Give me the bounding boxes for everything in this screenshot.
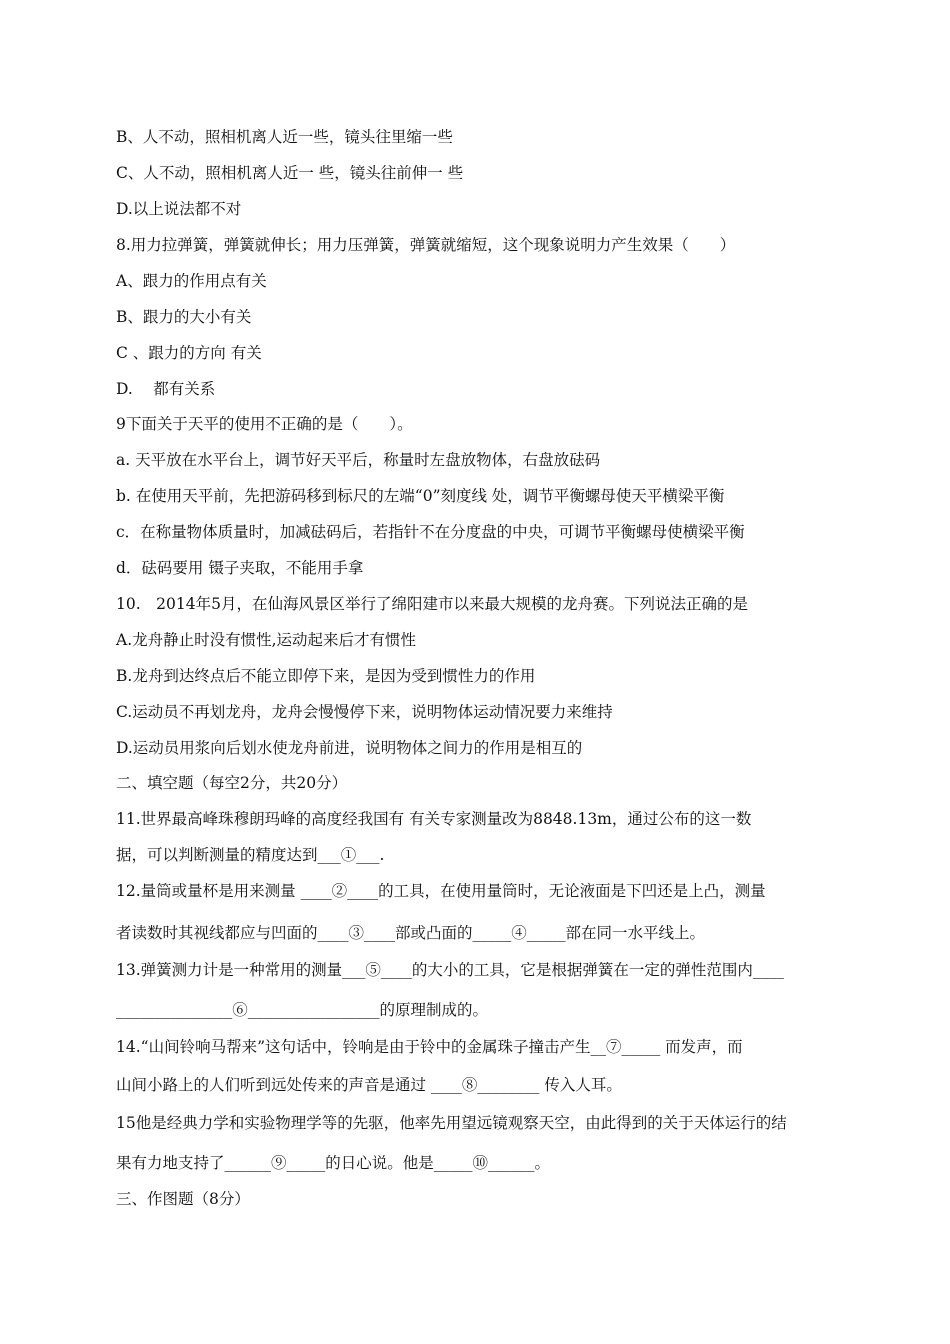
question-14-line1: 14.“山间铃响马帮来”这句话中，铃响是由于铃中的金属珠子撞击产生__⑦_____ 而发声，而 xyxy=(116,1038,743,1056)
section-3-heading: 三、作图题（8分） xyxy=(116,1190,250,1208)
question-10: 10. 2014年5月，在仙海风景区举行了绵阳建市以来最大规模的龙舟赛。下列说法正确的是 xyxy=(116,595,748,613)
question-13-line1: 13.弹簧测力计是一种常用的测量___⑤____的大小的工具，它是根据弹簧在一定的弹性范围内____ xyxy=(116,961,784,979)
option-8d: D. 都有关系 xyxy=(116,380,216,398)
option-10d: D.运动员用浆向后划水使龙舟前进，说明物体之间力的作用是相互的 xyxy=(116,739,583,757)
option-9d: d．砝码要用 镊子夹取，不能用手拿 xyxy=(116,559,364,577)
option-7d: D.以上说法都不对 xyxy=(116,200,242,218)
option-9b: b. 在使用天平前，先把游码移到标尺的左端“0”刻度线 处，调节平衡螺母使天平横梁平衡 xyxy=(116,487,725,505)
question-8: 8.用力拉弹簧，弹簧就伸长；用力压弹簧，弹簧就缩短，这个现象说明力产生效果（ ） xyxy=(116,236,736,254)
question-9: 9下面关于天平的使用不正确的是（ ）。 xyxy=(116,415,413,433)
option-9c: c．在称量物体质量时，加减砝码后，若指针不在分度盘的中央，可调节平衡螺母使横梁平衡 xyxy=(116,523,745,541)
option-10a: A.龙舟静止时没有惯性,运动起来后才有惯性 xyxy=(116,631,417,649)
question-15-line2: 果有力地支持了______⑨_____的日心说。他是_____⑩______。 xyxy=(116,1154,551,1172)
question-14-line2: 山间小路上的人们听到远处传来的声音是通过 ____⑧________ 传入人耳。 xyxy=(116,1076,622,1094)
question-15-line1: 15他是经典力学和实验物理学等的先驱，他率先用望远镜观察天空，由此得到的关于天体运行的结 xyxy=(116,1114,787,1132)
option-8c: C 、跟力的方向 有关 xyxy=(116,344,262,362)
option-9a: a. 天平放在水平台上，调节好天平后，称量时左盘放物体，右盘放砝码 xyxy=(116,451,601,469)
question-11-line2: 据，可以判断测量的精度达到___①___. xyxy=(116,846,385,864)
option-8b: B、跟力的大小有关 xyxy=(116,308,252,326)
option-10c: C.运动员不再划龙舟，龙舟会慢慢停下来，说明物体运动情况要力来维持 xyxy=(116,703,613,721)
option-10b: B.龙舟到达终点后不能立即停下来，是因为受到惯性力的作用 xyxy=(116,667,536,685)
question-11-line1: 11.世界最高峰珠穆朗玛峰的高度经我国有 有关专家测量改为8848.13m，通过公布的这一数 xyxy=(116,810,752,828)
question-12-line2: 者读数时其视线都应与凹面的____③____部或凸面的_____④_____部在同一水平线上。 xyxy=(116,924,706,942)
option-8a: A、跟力的作用点有关 xyxy=(116,272,267,290)
question-13-line2: _______________⑥_________________的原理制成的。 xyxy=(116,1001,489,1019)
option-7c: C、人不动，照相机离人近一 些，镜头往前伸一 些 xyxy=(116,164,464,182)
option-7b: B、人不动，照相机离人近一些，镜头往里缩一些 xyxy=(116,128,453,146)
question-12-line1: 12.量筒或量杯是用来测量 ____②____的工具，在使用量筒时，无论液面是下凹还是上凸，测量 xyxy=(116,882,766,900)
section-2-heading: 二、填空题（每空2分，共20分） xyxy=(116,774,348,792)
